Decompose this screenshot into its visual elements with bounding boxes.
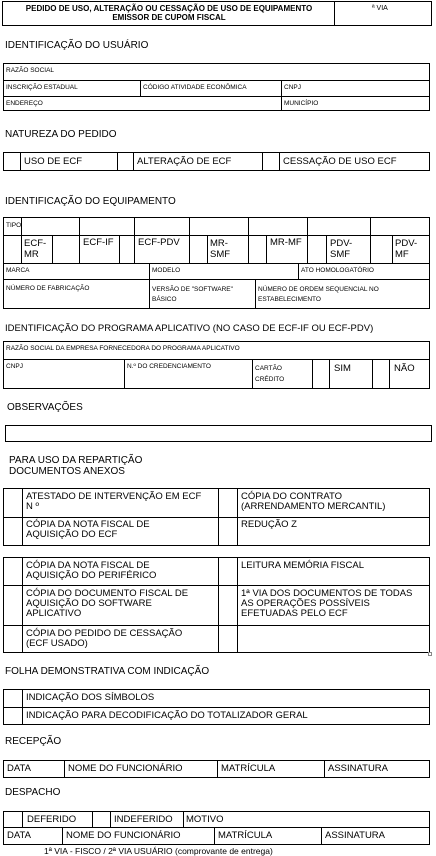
natureza-col-5	[279, 152, 280, 171]
periferico-line2: AQUISIÇÃO DO PERIFÉRICO	[26, 570, 157, 581]
usuario-row-line-1	[3, 80, 430, 81]
cessacao-line2: (ECF USADO)	[26, 638, 88, 649]
deferido-option[interactable]: DEFERIDO	[27, 814, 77, 825]
usuario-row-line-2	[3, 96, 430, 97]
recepcao-assinatura-field[interactable]: ASSINATURA	[328, 763, 389, 774]
anexos2-col-3	[237, 557, 238, 653]
motivo-field[interactable]: MOTIVO	[186, 814, 224, 825]
programa-col-2	[252, 359, 253, 389]
software-line1: CÓPIA DO DOCUMENTO FISCAL DE	[26, 588, 189, 599]
equip-type-col-10	[307, 217, 308, 263]
numero-ordem-line1: NÚMERO DE ORDEM SEQUENCIAL NO	[258, 286, 379, 293]
cnpj-fornecedora-field[interactable]: CNPJ	[6, 363, 23, 370]
footer-note: 1ª VIA - FISCO / 2ª VIA USUÁRIO (comprovante de entrega)	[44, 846, 273, 856]
nota-fiscal-ecf-item[interactable]	[26, 520, 150, 540]
reparticao-heading-line2: DOCUMENTOS ANEXOS	[9, 466, 125, 477]
section-equipamento-heading: IDENTIFICAÇÃO DO EQUIPAMENTO	[5, 196, 176, 207]
equip-lower-col-3	[255, 279, 256, 309]
form-title-line1: PEDIDO DE USO, ALTERAÇÃO OU CESSAÇÃO DE USO DE EQUIPAMENTO	[25, 4, 313, 13]
type-pdv-mf-line2: MF	[395, 249, 409, 260]
modelo-field[interactable]: MODELO	[152, 267, 181, 274]
contrato-line1: CÓPIA DO CONTRATO	[241, 491, 342, 502]
reducao-z-item[interactable]: REDUÇÃO Z	[241, 519, 297, 530]
despacho-col-6	[214, 827, 215, 845]
despacho-row-line	[3, 827, 430, 828]
ato-homologatorio-field[interactable]: ATO HOMOLOGATÓRIO	[301, 267, 374, 274]
despacho-col-1	[22, 811, 23, 827]
contrato-line2: (ARRENDAMENTO MERCANTIL)	[241, 501, 386, 512]
section-recepcao-heading: RECEPÇÃO	[5, 736, 62, 747]
recepcao-col-1	[64, 760, 65, 778]
tipo-label: TIPO	[6, 222, 22, 229]
razao-social-field[interactable]: RAZÃO SOCIAL	[6, 67, 55, 74]
despacho-col-4	[183, 811, 184, 827]
equip-lower-col-1	[149, 263, 150, 309]
type-ecf-pdv[interactable]: ECF-PDV	[138, 237, 180, 248]
equip-type-col-3	[79, 217, 80, 263]
type-mr-smf-line2: SMF	[210, 249, 231, 260]
equip-row-line-3	[3, 279, 430, 280]
anexos2-col-2	[218, 557, 219, 653]
municipio-field[interactable]: MUNICÍPIO	[284, 100, 319, 107]
equip-type-col-4	[119, 235, 120, 263]
usuario-col-line-1	[140, 80, 141, 96]
type-ecf-mr-line2: MR	[24, 249, 39, 260]
recepcao-matricula-field[interactable]: MATRÍCULA	[221, 763, 276, 774]
table-resize-handle	[428, 652, 432, 656]
despacho-data-field[interactable]: DATA	[7, 830, 31, 841]
despacho-nome-field[interactable]: NOME DO FUNCIONÁRIO	[66, 830, 181, 841]
atestado-line1: ATESTADO DE INTERVENÇÃO EM ECF	[26, 491, 202, 502]
section-folha-heading: FOLHA DEMONSTRATIVA COM INDICAÇÃO	[5, 666, 210, 677]
section-usuario-heading: IDENTIFICAÇÃO DO USUÁRIO	[5, 40, 149, 51]
cartao-nao-option[interactable]: NÃO	[394, 363, 415, 374]
equip-type-col-7	[207, 235, 208, 263]
periferico-line1: CÓPIA DA NOTA FISCAL DE	[26, 560, 150, 571]
cartao-line2: CRÉDITO	[255, 376, 285, 383]
type-mr-mf[interactable]: MR-MF	[270, 237, 302, 248]
via-label: ª VIA	[372, 5, 388, 12]
natureza-col-4	[262, 152, 263, 171]
equip-row-line-2	[3, 263, 430, 264]
form-title	[4, 4, 334, 22]
type-pdv-mf-line1: PDV-	[395, 238, 418, 249]
equip-type-col-13	[392, 235, 393, 263]
equip-type-col-12	[370, 217, 371, 263]
pedido-cessacao-item[interactable]	[26, 629, 182, 649]
equip-type-col-6	[189, 217, 190, 263]
razao-social-fornecedora-field[interactable]: RAZÃO SOCIAL DA EMPRESA FORNECEDORA DO PROGRAMA APLICATIVO	[6, 345, 240, 352]
cartao-credito-label	[255, 363, 284, 385]
cnpj-usuario-field[interactable]: CNPJ	[284, 84, 301, 91]
programa-col-1	[124, 359, 125, 389]
inscricao-estadual-field[interactable]: INSCRIÇÃO ESTADUAL	[6, 84, 78, 91]
type-mr-smf[interactable]	[210, 238, 230, 260]
despacho-assinatura-field[interactable]: ASSINATURA	[325, 830, 386, 841]
type-pdv-smf-line1: PDV-	[330, 238, 353, 249]
despacho-col-2	[92, 811, 93, 827]
programa-row-line	[3, 359, 430, 360]
despacho-col-7	[321, 827, 322, 845]
nota-ecf-line1: CÓPIA DA NOTA FISCAL DE	[26, 519, 150, 530]
type-ecf-mr-line1: ECF-	[24, 238, 47, 249]
folha-row-line	[3, 707, 430, 708]
versao-software-line2: BÁSICO	[152, 296, 177, 303]
form-title-line2: EMISSOR DE CUPOM FISCAL	[112, 13, 226, 22]
marca-field[interactable]: MARCA	[6, 267, 30, 274]
type-pdv-mf[interactable]	[395, 238, 417, 260]
credenciamento-field[interactable]: N.º DO CREDENCIAMENTO	[127, 363, 211, 370]
recepcao-nome-field[interactable]: NOME DO FUNCIONÁRIO	[68, 763, 183, 774]
anexos1-col-2	[218, 488, 219, 546]
primeira-via-line3: EFETUADAS PELO ECF	[241, 608, 348, 619]
nota-ecf-line2: AQUISIÇÃO DO ECF	[26, 529, 118, 540]
cartao-sim-option[interactable]: SIM	[334, 363, 351, 374]
versao-software-line1: VERSÃO DE "SOFTWARE"	[152, 286, 233, 293]
natureza-uso-option[interactable]: USO DE ECF	[24, 156, 83, 167]
type-mr-smf-line1: MR-	[210, 238, 228, 249]
recepcao-data-field[interactable]: DATA	[7, 763, 31, 774]
recepcao-col-3	[324, 760, 325, 778]
anexos1-col-3	[237, 488, 238, 546]
natureza-col-2	[117, 152, 118, 171]
equip-row-line-1	[3, 235, 430, 236]
programa-col-3	[312, 359, 313, 389]
programa-col-5	[372, 359, 373, 389]
nota-fiscal-periferico-item[interactable]	[26, 561, 156, 581]
equip-lower-col-2	[298, 263, 299, 279]
section-observacoes-heading: OBSERVAÇÕES	[7, 402, 83, 413]
equip-type-col-11	[326, 235, 327, 263]
atestado-intervencao-item[interactable]	[26, 492, 201, 512]
natureza-col-3	[133, 152, 134, 171]
documento-software-item[interactable]	[26, 589, 188, 619]
type-ecf-mr[interactable]	[24, 238, 46, 260]
primeira-via-line1: 1ª VIA DOS DOCUMENTOS DE TODAS	[241, 588, 413, 599]
section-natureza-heading: NATUREZA DO PEDIDO	[5, 129, 117, 140]
despacho-col-3	[110, 811, 111, 827]
anexos2-row-line-2	[3, 625, 430, 626]
natureza-cessacao-option[interactable]: CESSAÇÃO DE USO ECF	[283, 156, 397, 167]
copia-contrato-item[interactable]	[241, 492, 385, 512]
numero-ordem-line2: ESTABELECIMENTO	[258, 296, 321, 303]
versao-software-field[interactable]	[152, 285, 233, 305]
section-despacho-heading: DESPACHO	[5, 787, 61, 798]
software-line3: APLICATIVO	[26, 608, 82, 619]
atestado-line2: N º	[26, 501, 39, 512]
anexos1-row-line	[3, 517, 430, 518]
recepcao-col-2	[217, 760, 218, 778]
programa-col-4	[329, 359, 330, 389]
endereco-field[interactable]: ENDEREÇO	[6, 100, 43, 107]
equip-type-col-8	[248, 217, 249, 263]
natureza-col-1	[20, 152, 21, 171]
reparticao-heading-line1: PARA USO DA REPARTIÇÃO	[9, 455, 143, 466]
indicacao-simbolos-item[interactable]: INDICAÇÃO DOS SÍMBOLOS	[26, 692, 155, 703]
numero-fabricacao-field[interactable]: NÚMERO DE FABRICAÇÃO	[6, 285, 90, 292]
type-pdv-smf-line2: SMF	[330, 249, 351, 260]
indicacao-totalizador-item[interactable]: INDICAÇÃO PARA DECODIFICAÇÃO DO TOTALIZADOR GERAL	[26, 710, 308, 721]
section-reparticao-heading	[9, 455, 142, 477]
despacho-matricula-field[interactable]: MATRÍCULA	[218, 830, 273, 841]
usuario-col-line-2	[281, 80, 282, 111]
type-ecf-if[interactable]: ECF-IF	[83, 237, 114, 248]
codigo-atividade-field[interactable]: CÓDIGO ATIVIDADE ECONÔMICA	[143, 84, 247, 91]
folha-col-line	[22, 689, 23, 725]
observacoes-field[interactable]	[5, 425, 432, 442]
cessacao-line1: CÓPIA DO PEDIDO DE CESSAÇÃO	[26, 628, 183, 639]
anexos2-col-1	[22, 557, 23, 653]
anexos1-col-1	[22, 488, 23, 546]
equip-type-col-5	[134, 217, 135, 263]
numero-ordem-field[interactable]	[258, 285, 379, 305]
anexos2-row-line-1	[3, 585, 430, 586]
header-divider	[334, 1, 335, 26]
primeira-via-line2: AS OPERAÇÕES POSSÍVEIS	[241, 598, 370, 609]
section-programa-heading: IDENTIFICAÇÃO DO PROGRAMA APLICATIVO (NO CASO DE ECF-IF OU ECF-PDV)	[5, 323, 374, 334]
equip-type-col-9	[266, 235, 267, 263]
leitura-memoria-item[interactable]: LEITURA MEMÓRIA FISCAL	[241, 560, 364, 571]
equip-type-col-2	[52, 235, 53, 263]
cartao-line1: CARTÃO	[255, 365, 282, 372]
software-line2: AQUISIÇÃO DO SOFTWARE	[26, 598, 152, 609]
type-pdv-smf[interactable]	[330, 238, 352, 260]
despacho-col-5	[62, 827, 63, 845]
programa-col-6	[389, 359, 390, 389]
natureza-alteracao-option[interactable]: ALTERAÇÃO DE ECF	[137, 156, 232, 167]
primeira-via-documentos-item[interactable]	[241, 589, 412, 619]
indeferido-option[interactable]: INDEFERIDO	[114, 814, 173, 825]
